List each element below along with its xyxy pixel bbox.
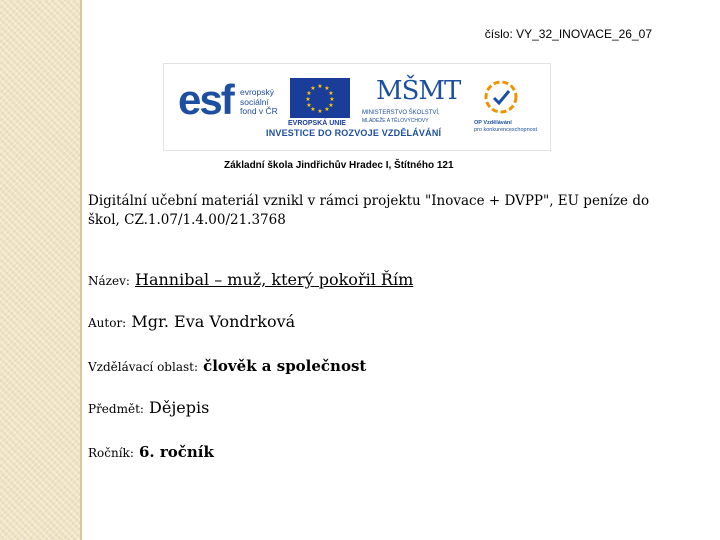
svg-text:★: ★ [329,96,335,103]
subject-row [88,398,209,417]
decorative-side-strip [0,0,80,540]
grade-value: 6. ročník [138,443,214,461]
msmt-caption-1: MINISTERSTVO ŠKOLSTVÍ, [362,110,440,116]
esf-logo [178,76,283,128]
op-vk-icon [482,78,520,116]
investice-tagline: INVESTICE DO ROZVOJE VZDĚLÁVÁNÍ [266,128,442,138]
author-value: Mgr. Eva Vondrková [131,312,296,331]
eu-label: EVROPSKÁ UNIE [288,120,346,127]
author-label: Autor: [88,316,127,330]
project-description: Digitální učební materiál vznikl v rámci projektu "Inovace + DVPP", EU peníze do škol, CZ.1.07/1.4.00/21.3768 [88,193,650,228]
msmt-logo [362,74,461,134]
document-code: číslo: VY_32_INOVACE_26_07 [484,27,652,41]
esf-caption: evropský sociální fond v ČR [240,87,278,116]
esf-logo-text: esf [178,76,233,123]
side-divider [80,0,82,540]
area-value: člověk a společnost [203,357,367,375]
svg-text:★: ★ [306,90,312,97]
title-value: Hannibal – muž, který pokořil Řím [135,270,414,289]
op-vk-logo [468,76,540,136]
svg-text:★: ★ [328,90,334,97]
grade-label: Ročník: [88,446,134,460]
svg-text:★: ★ [328,102,334,109]
area-row [88,356,366,375]
svg-text:★: ★ [310,106,316,113]
svg-text:★: ★ [317,108,323,115]
msmt-logo-text: MŠMT [376,76,461,106]
svg-text:★: ★ [305,96,311,103]
op-caption-2: pro konkurenceschopnost [474,127,537,133]
subject-value: Dějepis [149,398,210,417]
area-label: Vzdělávací oblast: [88,360,198,374]
eu-flag-icon [290,78,350,118]
msmt-caption-2: MLÁDEŽE A TĚLOVÝCHOVY [362,118,429,124]
logo-banner [163,63,551,151]
title-row [88,270,413,289]
svg-text:★: ★ [324,85,330,92]
school-name: Základní škola Jindřichův Hradec I, Štítného 121 [224,160,454,171]
svg-text:★: ★ [317,83,323,90]
author-row [88,312,295,331]
svg-text:★: ★ [324,106,330,113]
svg-text:★: ★ [310,85,316,92]
subject-label: Předmět: [88,402,144,416]
svg-text:★: ★ [306,102,312,109]
grade-row [88,442,214,461]
op-caption-1: OP Vzdělávání [474,120,512,126]
title-label: Název: [88,274,130,288]
